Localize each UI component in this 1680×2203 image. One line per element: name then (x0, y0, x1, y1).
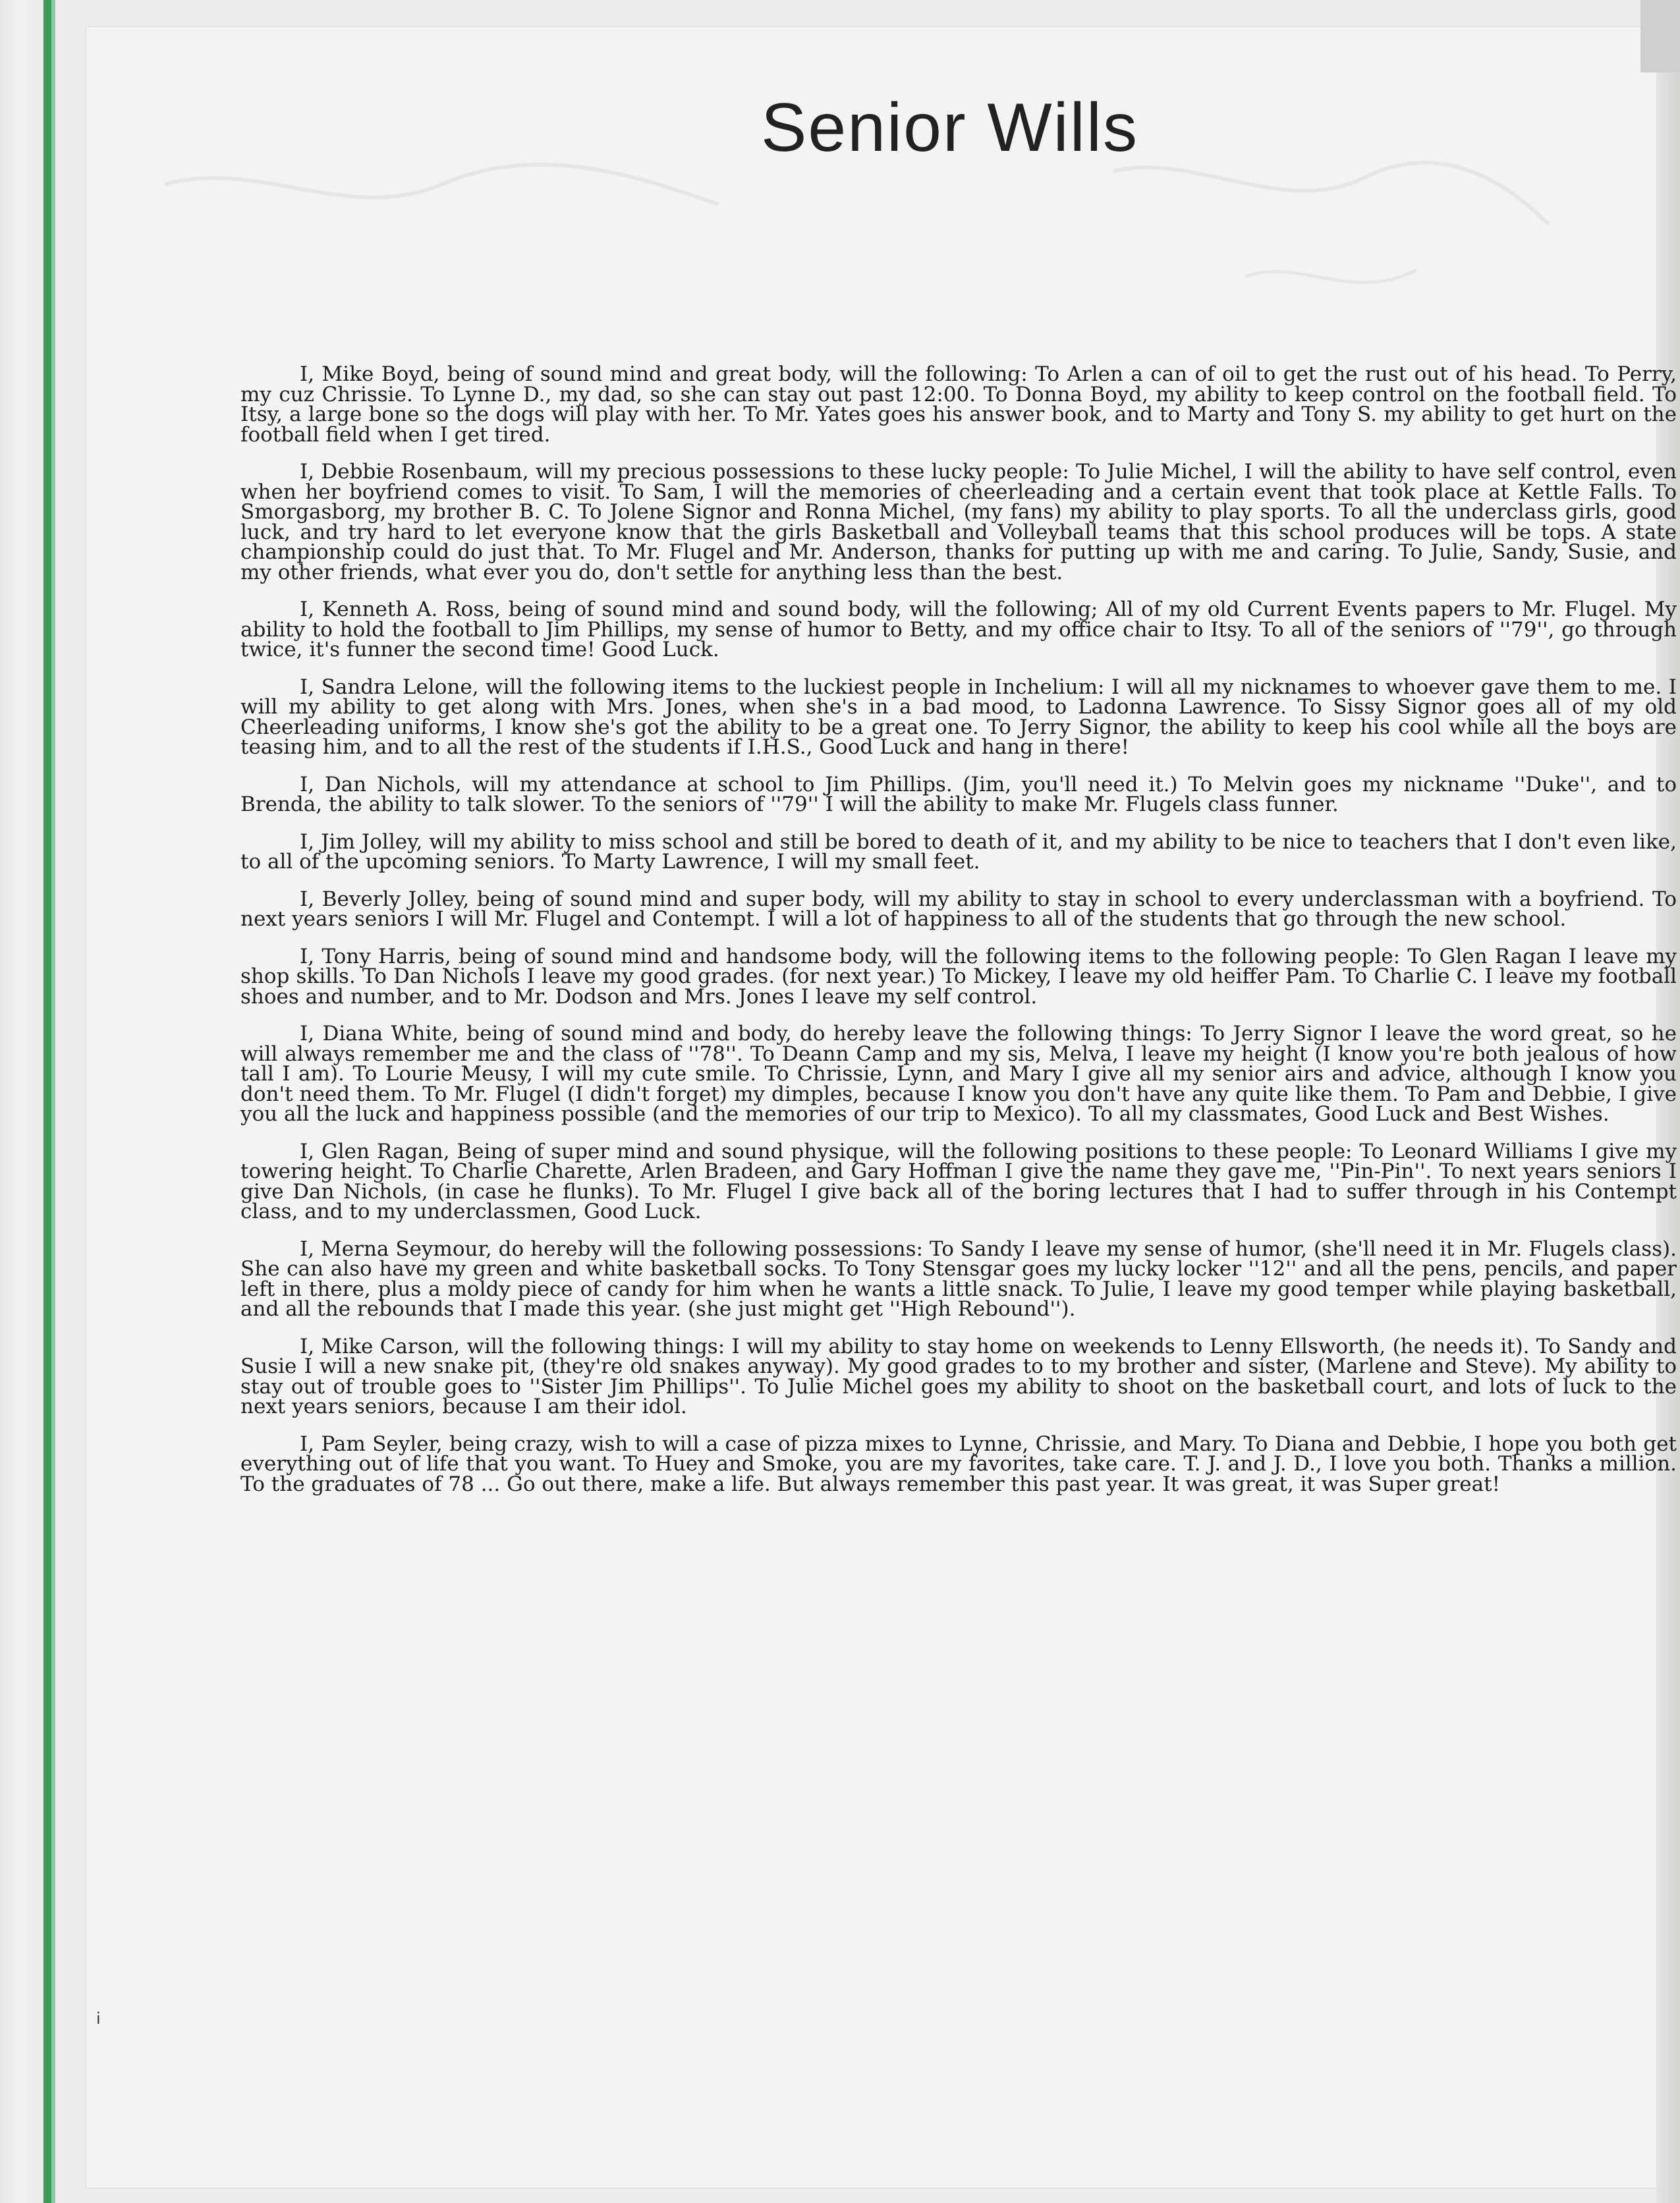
will-glen-ragan: I, Glen Ragan, Being of super mind and sound physique, will the following positions to these people: To Leonard Williams I give my towering height. To Charlie Charette, Arlen Bradeen, and Gary Hoffman I give the name they gave me, ''Pin-Pin''. To next years seniors I give Dan Nichols, (in case he flunks). To Mr. Flugel I give back all of the boring lectures that I had to suffer through in his Contempt class, and to my underclassmen, Good Luck. (240, 1139, 1677, 1223)
will-merna-seymour: I, Merna Seymour, do hereby will the following possessions: To Sandy I leave my sense of humor, (she'll need it in Mr. Flugels class). She can also have my green and white basketball socks. To Tony Stensgar goes my lucky locker ''12'' and all the pens, pencils, and paper left in there, plus a moldy piece of candy for him when he wants a little snack. To Julie, I leave my good temper while playing basketball, and all the rebounds that I made this year. (she just might get ''High Rebound''). (240, 1237, 1677, 1321)
will-pam-seyler: I, Pam Seyler, being crazy, wish to will a case of pizza mixes to Lynne, Chrissie, and Mary. To Diana and Debbie, I hope you both get everything out of life that you want. To Huey and Smoke, you are my favorites, take care. T. J. and J. D., I love you both. Thanks a million. To the graduates of 78 ... Go out there, make a life. But always remember this past year. It was great, it was Super great! (240, 1432, 1677, 1496)
will-beverly-jolley: I, Beverly Jolley, being of sound mind and super body, will my ability to stay in school to every underclassman with a boyfriend. To next years seniors I will Mr. Flugel and Contempt. I will a lot of happiness to all of the students that go through the new school. (240, 887, 1677, 931)
will-debbie-rosenbaum: I, Debbie Rosenbaum, will my precious possessions to these lucky people: To Julie Michel, I will the ability to have self control, even when her boyfriend comes to visit. To Sam, I will the memories of cheerleading and a certain event that took place at Kettle Falls. To Smorgasborg, my brother B. C. To Jolene Signor and Ronna Michel, (my fans) my ability to play sports. To all the underclass girls, good luck, and try hard to let everyone know that the girls Basketball and Volleyball teams that this school produces will be tops. A state championship could do just that. To Mr. Flugel and Mr. Anderson, thanks for putting up with me and caring. To Julie, Sandy, Susie, and my other friends, what ever you do, don't settle for anything less than the best. (240, 460, 1677, 584)
senior-wills-text (240, 364, 1677, 1511)
will-kenneth-ross: I, Kenneth A. Ross, being of sound mind and sound body, will the following; All of my old Current Events papers to Mr. Flugel. My ability to hold the football to Jim Phillips, my sense of humor to Betty, and my office chair to Itsy. To all of the seniors of ''79'', go through twice, it's funner the second time! Good Luck. (240, 598, 1677, 661)
will-jim-jolley: I, Jim Jolley, will my ability to miss school and still be bored to death of it, and my ability to be nice to teachers that I don't even like, to all of the upcoming seniors. To Marty Lawrence, I will my small feet. (240, 829, 1677, 874)
page-corner-shadow (1640, 0, 1680, 72)
page-title: Senior Wills (761, 90, 1138, 166)
will-dan-nichols: I, Dan Nichols, will my attendance at school to Jim Phillips. (Jim, you'll need it.) To Melvin goes my nickname ''Duke'', and to Brenda, the ability to talk slower. To the seniors of ''79'' I will the ability to make Mr. Flugels class funner. (240, 772, 1677, 816)
green-border-stripe (43, 0, 51, 2203)
page-binding-edge (0, 0, 43, 2203)
margin-mark: i (96, 2009, 101, 2028)
will-sandra-lelone: I, Sandra Lelone, will the following items to the luckiest people in Inchelium: I will all my nicknames to whoever gave them to me. I will my ability to get along with Mrs. Jones, when she's in a bad mood, to Ladonna Lawrence. To Sissy Signor goes all of my old Cheerleading uniforms, I know she's got the ability to be a great one. To Jerry Signor, the ability to keep his cool while all the boys are teasing him, and to all the rest of the students if I.H.S., Good Luck and hang in there! (240, 675, 1677, 759)
green-border-shadow (51, 0, 55, 2203)
will-mike-boyd: I, Mike Boyd, being of sound mind and great body, will the following: To Arlen a can of oil to get the rust out of his head. To Perry, my cuz Chrissie. To Lynne D., my dad, so she can stay out past 12:00. To Donna Boyd, my ability to keep control on the football field. To Itsy, a large bone so the dogs will play with her. To Mr. Yates goes his answer book, and to Marty and Tony S. my ability to get hurt on the football field when I get tired. (240, 362, 1677, 447)
will-diana-white: I, Diana White, being of sound mind and body, do hereby leave the following things: To Jerry Signor I leave the word great, so he will always remember me and the class of ''78''. To Deann Camp and my sis, Melva, I leave my height (I know you're both jealous of how tall I am). To Lourie Meusy, I will my cute smile. To Chrissie, Lynn, and Mary I give all my senior airs and advice, although I know you don't need them. To Mr. Flugel (I didn't forget) my dimples, because I know you don't have any quite like them. To Pam and Debbie, I give you all the luck and happiness possible (and the memories of our trip to Mexico). To all my classmates, Good Luck and Best Wishes. (240, 1022, 1677, 1126)
will-tony-harris: I, Tony Harris, being of sound mind and handsome body, will the following items to the following people: To Glen Ragan I leave my shop skills. To Dan Nichols I leave my good grades. (for next year.) To Mickey, I leave my old heiffer Pam. To Charlie C. I leave my football shoes and number, and to Mr. Dodson and Mrs. Jones I leave my self control. (240, 944, 1677, 1009)
will-mike-carson: I, Mike Carson, will the following things: I will my ability to stay home on weekends to Lenny Ellsworth, (he needs it). To Sandy and Susie I will a new snake pit, (they're old snakes anyway). My good grades to to my brother and sister, (Marlene and Steve). My ability to stay out of trouble goes to ''Sister Jim Phillips''. To Julie Michel goes my ability to shoot on the basketball court, and lots of luck to the next years seniors, because I am their idol. (240, 1334, 1677, 1418)
